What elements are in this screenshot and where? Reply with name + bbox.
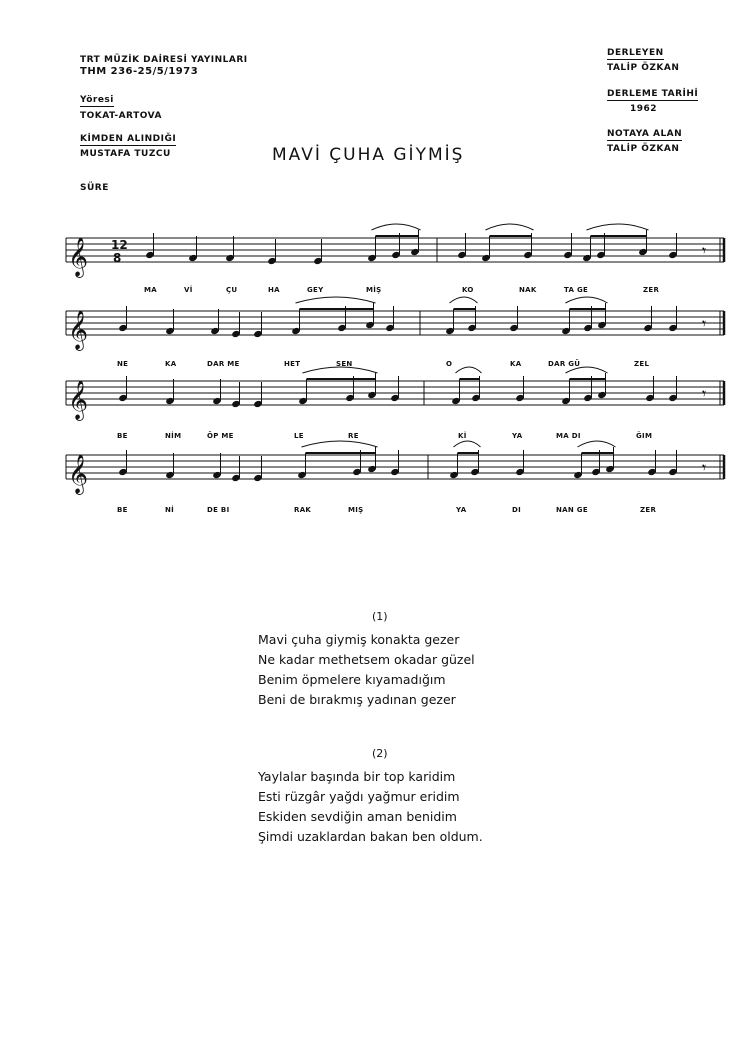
lyric-syllable: HET xyxy=(284,360,301,368)
slur xyxy=(456,367,482,373)
lyric-syllable: LE xyxy=(294,432,304,440)
lyric-syllable: ZER xyxy=(643,286,660,294)
lyric-syllable: Vİ xyxy=(184,286,193,294)
verse-line: Şimdi uzaklardan bakan ben oldum. xyxy=(258,829,483,844)
lyric-syllable: SEN xyxy=(336,360,353,368)
lyric-syllable: KA xyxy=(165,360,177,368)
slur xyxy=(578,441,616,447)
slur xyxy=(486,224,534,230)
lyric-syllable: O xyxy=(446,360,453,368)
slur xyxy=(372,224,421,230)
slur xyxy=(302,441,378,447)
lyric-syllable: ÇU xyxy=(226,286,238,294)
slur xyxy=(454,441,481,447)
lyric-syllable: MİŞ xyxy=(366,286,382,294)
verse-line: Benim öpmelere kıyamadığım xyxy=(258,672,446,687)
notation-label: NOTAYA ALAN xyxy=(607,129,683,139)
slur xyxy=(566,297,608,303)
lyric-syllable: NİM xyxy=(165,432,182,440)
catalog-number: THM 236-25/5/1973 xyxy=(80,66,199,77)
lyric-syllable: RAK xyxy=(294,506,312,514)
lyric-syllable: HA xyxy=(268,286,280,294)
source-label: KİMDEN ALINDIĞI xyxy=(80,134,177,144)
lyric-syllable: DAR ME xyxy=(207,360,240,368)
compiler-label: DERLEYEN xyxy=(607,48,664,58)
lyric-syllable: GEY xyxy=(307,286,324,294)
lyric-syllable: Nİ xyxy=(165,506,175,514)
lyric-syllable: DE BI xyxy=(207,506,230,514)
time-signature-bottom: 8 xyxy=(113,251,122,265)
treble-clef-icon: 𝄞 xyxy=(68,454,89,494)
lyric-syllable: DI xyxy=(512,506,522,514)
region-value: TOKAT-ARTOVA xyxy=(80,111,162,121)
lyric-syllable: MA xyxy=(144,286,157,294)
slur xyxy=(587,224,649,230)
rest-icon: 𝄾 xyxy=(702,384,707,403)
lyric-syllable: YA xyxy=(512,432,523,440)
verse-1 xyxy=(258,630,475,710)
rest-icon: 𝄾 xyxy=(702,458,707,477)
treble-clef-icon: 𝄞 xyxy=(68,237,89,277)
verse-line: Beni de bırakmış yadınan gezer xyxy=(258,692,456,707)
region-label: Yöresi xyxy=(80,95,114,105)
notation-value: TALİP ÖZKAN xyxy=(607,144,680,154)
rest-icon: 𝄾 xyxy=(702,314,707,333)
rest-icon: 𝄾 xyxy=(702,241,707,260)
verse-line: Mavi çuha giymiş konakta gezer xyxy=(258,632,460,647)
compiler-value: TALİP ÖZKAN xyxy=(607,63,680,73)
lyric-syllable: BE xyxy=(117,432,128,440)
verse-line: Ne kadar methetsem okadar güzel xyxy=(258,652,475,667)
lyric-syllable: NAK xyxy=(519,286,537,294)
treble-clef-icon: 𝄞 xyxy=(68,310,89,350)
date-label: DERLEME TARİHİ xyxy=(607,89,699,99)
time-signature-top: 12 xyxy=(111,238,128,252)
publisher: TRT MÜZİK DAİRESİ YAYINLARI xyxy=(80,55,248,65)
lyric-syllable: ZEL xyxy=(634,360,650,368)
lyric-syllable: TA GE xyxy=(564,286,589,294)
treble-clef-icon: 𝄞 xyxy=(68,380,89,420)
date-value: 1962 xyxy=(630,104,658,114)
lyric-syllable: KA xyxy=(510,360,522,368)
slur xyxy=(296,297,376,303)
lyric-syllable: ĞIM xyxy=(636,432,653,440)
song-title: MAVİ ÇUHA GİYMİŞ xyxy=(272,145,465,165)
lyric-syllable: MIŞ xyxy=(348,506,364,514)
verse-line: Esti rüzgâr yağdı yağmur eridim xyxy=(258,789,460,804)
lyric-syllable: NE xyxy=(117,360,129,368)
verse-2-number: (2) xyxy=(372,747,388,760)
lyric-syllable: YA xyxy=(456,506,467,514)
verse-line: Eskiden sevdiğin aman benidim xyxy=(258,809,457,824)
lyric-syllable: KO xyxy=(462,286,474,294)
verse-line: Yaylalar başında bir top karidim xyxy=(258,769,456,784)
slur xyxy=(450,297,478,303)
verse-1-number: (1) xyxy=(372,610,388,623)
lyric-syllable: ÖP ME xyxy=(207,432,234,440)
source-value: MUSTAFA TUZCU xyxy=(80,149,171,159)
lyric-syllable: MA DI xyxy=(556,432,581,440)
lyric-syllable: ZER xyxy=(640,506,657,514)
lyric-syllable: BE xyxy=(117,506,128,514)
verse-2 xyxy=(258,767,483,847)
lyric-syllable: Kİ xyxy=(458,432,467,440)
lyric-syllable: NAN GE xyxy=(556,506,588,514)
lyric-syllable: DAR GÜ xyxy=(548,360,581,368)
lyric-syllable: RE xyxy=(348,432,359,440)
duration-label: SÜRE xyxy=(80,183,109,193)
